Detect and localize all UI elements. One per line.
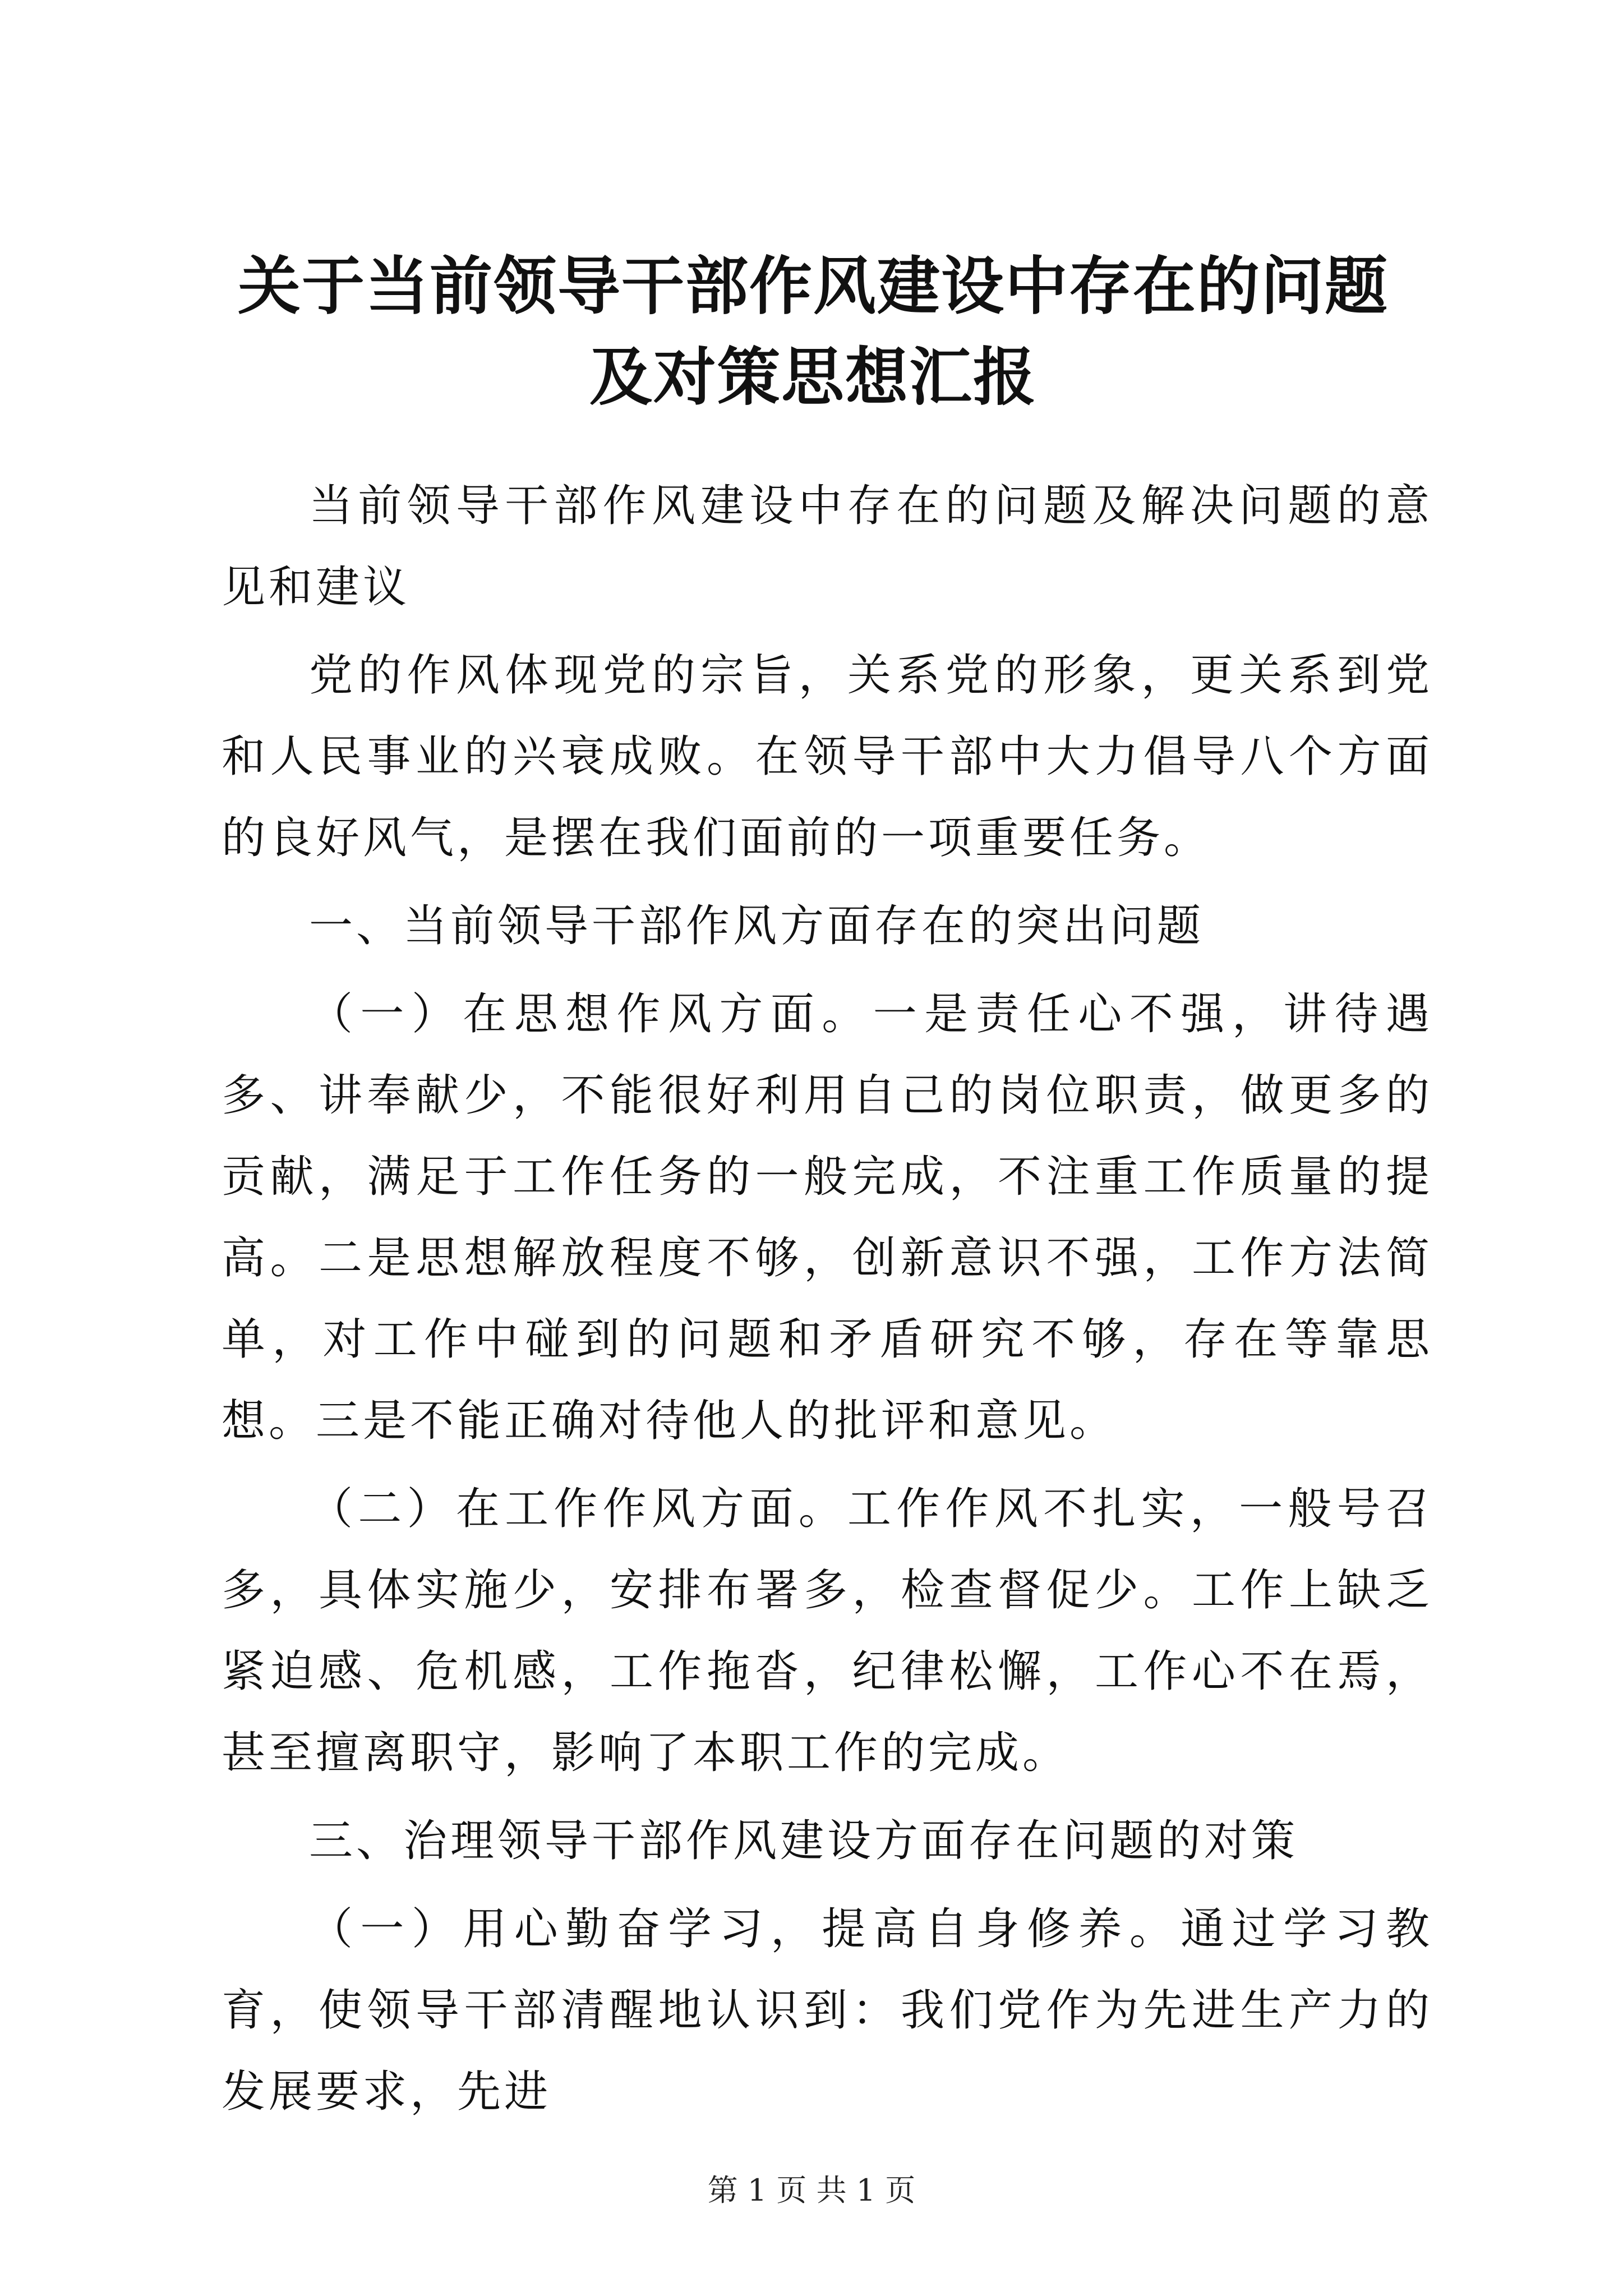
paragraph-thought-style: （一）在思想作风方面。一是责任心不强，讲待遇多、讲奉献少，不能很好利用自己的岗位职责，做更多的贡献，满足于工作任务的一般完成，不注重工作质量的提高。二是思想解放程度不够，创新意识不强，工作方法简单，对工作中碰到的问题和矛盾研究不够，存在等靠思想。三是不能正确对待他人的批评和意见。 [222,989,1433,1446]
paragraph-intro: 党的作风体现党的宗旨，关系党的形象，更关系到党和人民事业的兴衰成败。在领导干部中大力倡导八个方面的良好风气，是摆在我们面前的一项重要任务。 [222,650,1433,863]
paragraph-study: （一）用心勤奋学习，提高自身修养。通过学习教育，使领导干部清醒地认识到：我们党作为先进生产力的发展要求，先进 [222,1904,1433,2117]
document-body [222,466,1433,2139]
document-title: 关于当前领导干部作风建设中存在的问题及对策思想汇报 [238,250,1389,414]
section-heading-3: 三、治理领导干部作风建设方面存在问题的对策 [309,1816,1299,1866]
page-footer: 第 1 页 共 1 页 [707,2173,916,2208]
paragraph-subtitle: 当前领导干部作风建设中存在的问题及解决问题的意见和建议 [222,481,1433,613]
paragraph-work-style: （二）在工作作风方面。工作作风不扎实，一般号召多，具体实施少，安排布署多，检查督促少。工作上缺乏紧迫感、危机感，工作拖沓，纪律松懈，工作心不在焉，甚至擅离职守，影响了本职工作的完成。 [222,1484,1433,1778]
section-heading-1: 一、当前领导干部作风方面存在的突出问题 [309,901,1205,951]
